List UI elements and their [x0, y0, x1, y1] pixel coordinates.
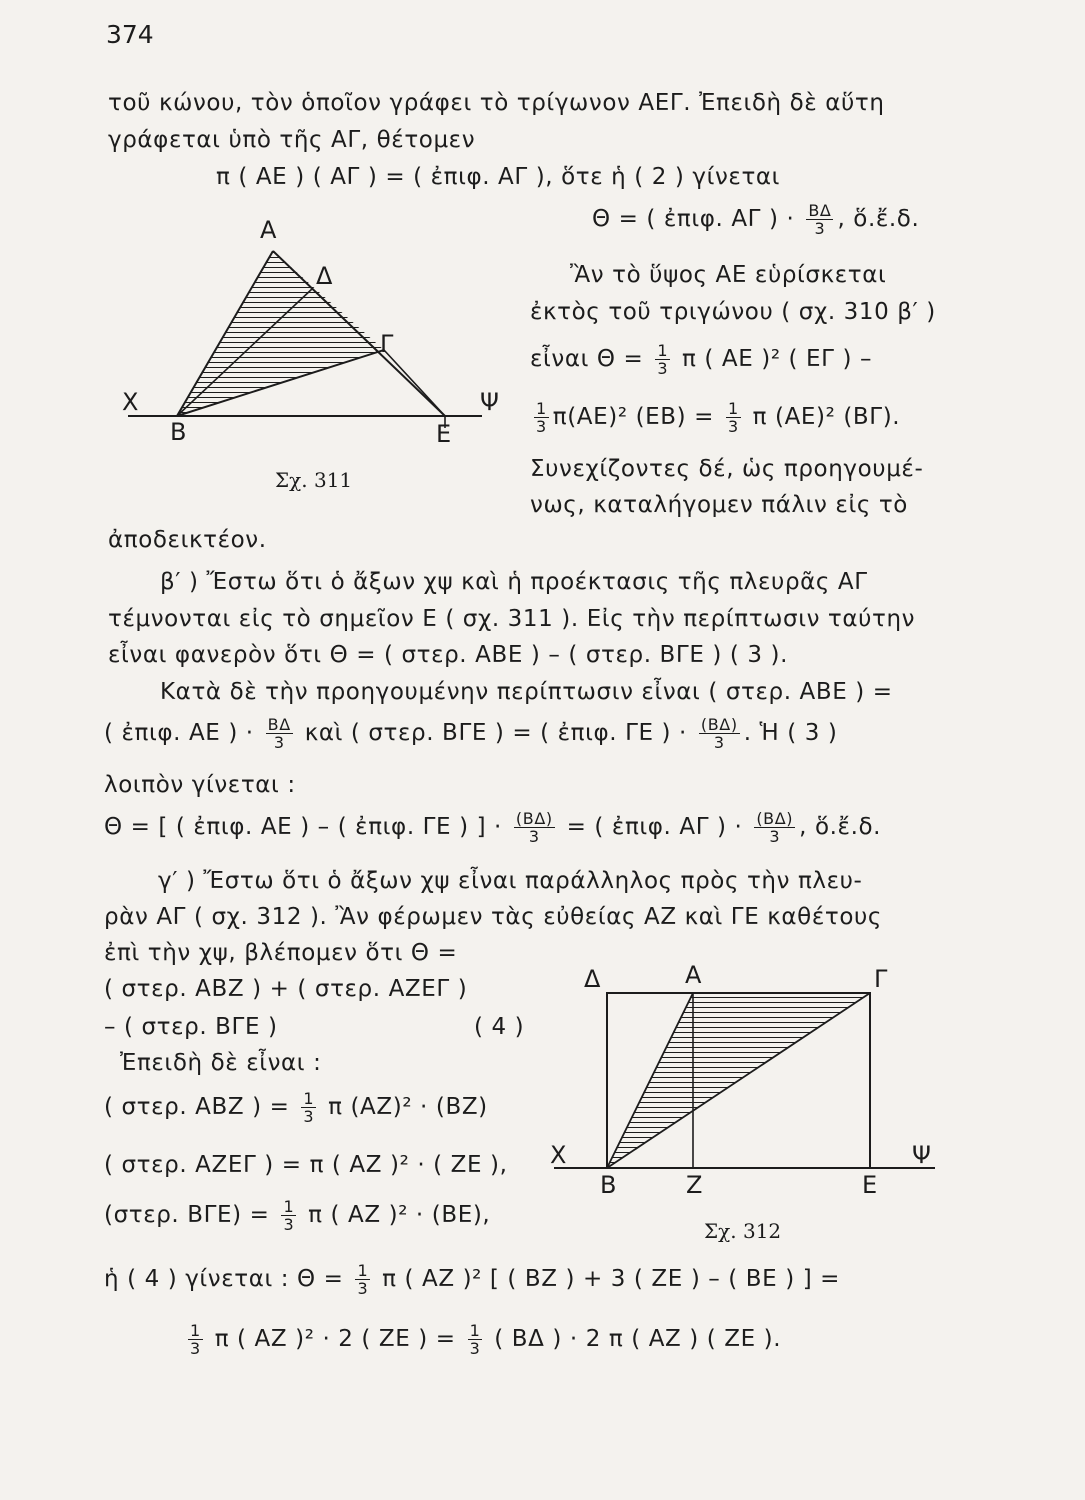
fraction-numerator: 1 [657, 341, 669, 360]
fraction-numerator: (ΒΔ) [756, 809, 794, 828]
formula-line [104, 810, 881, 845]
formula-line [530, 342, 872, 377]
text-line: ( στερ. ΑΖΕΓ ) = π ( ΑΖ )² · ( ΖΕ ), [104, 1152, 508, 1178]
text-line: ( στερ. ΑΒΖ ) + ( στερ. ΑΖΕΓ ) [104, 976, 468, 1002]
fraction-numerator: (ΒΔ) [700, 715, 738, 734]
fraction [754, 810, 795, 845]
text-line: ρὰν ΑΓ ( σχ. 312 ). Ἂν φέρωμεν τὰς εὐθείας ΑΖ καὶ ΓΕ καθέτους [104, 904, 883, 930]
formula-text: ἡ ( 4 ) γίνεται : Θ = [104, 1266, 344, 1292]
formula-line [184, 1322, 781, 1357]
segment-ge [384, 350, 445, 416]
text-line: Ἂν τὸ ὕψος ΑΕ εὑρίσκεται [570, 262, 887, 288]
formula-text: ( ΒΔ ) · 2 π ( ΑΖ ) ( ΖΕ ). [494, 1326, 782, 1352]
formula-text: ( στερ. ΑΒΖ ) = [104, 1094, 290, 1120]
figure-312-drawing [540, 965, 950, 1195]
formula-text: ( ἐπιφ. ΑΕ ) · [104, 720, 254, 746]
fraction-numerator: ΒΔ [267, 715, 291, 734]
fraction-numerator: 1 [536, 399, 547, 418]
fraction-denominator: 3 [303, 1107, 315, 1126]
text-line: Συνεχίζοντες δέ, ὡς προηγουμέ- [530, 456, 924, 482]
text-line: π ( ΑΕ ) ( ΑΓ ) = ( ἐπιφ. ΑΓ ), ὅτε ἡ ( 2 ) γίνεται [216, 164, 781, 190]
formula-text: Θ = ( ἐπιφ. ΑΓ ) · [592, 206, 795, 232]
fraction [806, 202, 833, 237]
label-g: Γ [380, 330, 394, 358]
formula-line [104, 1262, 840, 1297]
text-line: λοιπὸν γίνεται : [104, 772, 296, 798]
formula-text: π (ΑΖ)² · (ΒΖ) [328, 1094, 488, 1120]
fraction [699, 716, 740, 751]
formula-text: π(ΑΕ)² (ΕΒ) = [552, 404, 715, 430]
formula-line [104, 1090, 488, 1125]
fraction-numerator: (ΒΔ) [515, 809, 553, 828]
formula-text: π ( ΑΖ )² · (ΒΕ), [308, 1202, 491, 1228]
formula-line [530, 400, 900, 435]
figure-311 [110, 210, 520, 500]
text-line: τοῦ κώνου, τὸν ὁποῖον γράφει τὸ τρίγωνον ΑΕΓ. Ἐπειδὴ δὲ αὕτη [108, 90, 885, 116]
label-z: Ζ [686, 1171, 703, 1199]
text-line: γ′ ) Ἔστω ὅτι ὁ ἄξων χψ εἶναι παράλληλος πρὸς τὴν πλευ- [158, 868, 863, 894]
formula-line [104, 716, 837, 751]
fraction-denominator: 3 [806, 219, 833, 237]
fraction-denominator: 3 [657, 359, 669, 378]
fraction [655, 342, 670, 377]
fraction [726, 400, 741, 435]
figure-caption: Σχ. 312 [704, 1219, 782, 1243]
figure-312 [540, 961, 950, 1245]
text-line: νως, καταλήγομεν πάλιν εἰς τὸ [530, 492, 908, 518]
formula-text: . Ἡ ( 3 ) [743, 720, 838, 746]
formula-text: π (ΑΕ)² (ΒΓ). [752, 404, 901, 430]
label-e: Ε [436, 420, 452, 448]
fraction [514, 810, 555, 845]
label-e: Ε [862, 1171, 878, 1199]
fraction [468, 1322, 483, 1357]
fraction-denominator: 3 [190, 1339, 201, 1358]
text-line: Ἐπειδὴ δὲ εἶναι : [120, 1050, 322, 1076]
fraction-denominator: 3 [283, 1215, 295, 1234]
text-line: ἐκτὸς τοῦ τριγώνου ( σχ. 310 β′ ) [530, 299, 936, 325]
page-number: 374 [106, 20, 154, 49]
fraction-denominator: 3 [754, 827, 795, 845]
text-line: γράφεται ὑπὸ τῆς ΑΓ, θέτομεν [108, 127, 476, 153]
fraction-numerator: 1 [190, 1321, 201, 1340]
shaded-triangle [177, 251, 384, 416]
fraction-denominator: 3 [266, 733, 293, 751]
fraction [355, 1262, 370, 1297]
text-line: – ( στερ. ΒΓΕ ) [104, 1014, 278, 1040]
fraction-numerator: 1 [469, 1321, 481, 1340]
formula-text: καὶ ( στερ. ΒΓΕ ) = ( ἐπιφ. ΓΕ ) · [304, 720, 687, 746]
label-psi: Ψ [912, 1141, 931, 1169]
formula-text: π ( ΑΖ )² [ ( ΒΖ ) + 3 ( ΖΕ ) – ( ΒΕ ) ] = [382, 1266, 841, 1292]
text-line: ἐπὶ τὴν χψ, βλέπομεν ὅτι Θ = [104, 940, 458, 966]
formula-text: , ὅ.ἔ.δ. [799, 814, 882, 840]
label-d: Δ [584, 965, 601, 993]
fraction [534, 400, 549, 435]
text-line: εἶναι φανερὸν ὅτι Θ = ( στερ. ΑΒΕ ) – ( στερ. ΒΓΕ ) ( 3 ). [108, 642, 788, 668]
text-line: Κατὰ δὲ τὴν προηγουμένην περίπτωσιν εἶναι ( στερ. ΑΒΕ ) = [160, 679, 893, 705]
fraction-denominator: 3 [469, 1339, 481, 1358]
label-a: Α [260, 216, 277, 244]
label-x: Χ [550, 1141, 567, 1169]
fraction-numerator: 1 [283, 1197, 295, 1216]
fraction [188, 1322, 203, 1357]
formula-line [592, 202, 919, 237]
fraction-numerator: 1 [303, 1089, 315, 1108]
fraction [281, 1198, 296, 1233]
text-line: β′ ) Ἔστω ὅτι ὁ ἄξων χψ καὶ ἡ προέκτασις τῆς πλευρᾶς ΑΓ [160, 569, 868, 595]
label-b: Β [170, 418, 187, 446]
fraction-denominator: 3 [536, 417, 547, 436]
equation-number: ( 4 ) [474, 1014, 525, 1040]
fraction-denominator: 3 [357, 1279, 369, 1298]
formula-text: π ( ΑΕ )² ( ΕΓ ) – [682, 346, 873, 372]
fraction-denominator: 3 [699, 733, 740, 751]
fraction-numerator: ΒΔ [808, 201, 832, 220]
formula-text: εἶναι Θ = [530, 346, 644, 372]
label-d: Δ [316, 262, 333, 290]
text-line: ἀποδεικτέον. [108, 527, 267, 553]
formula-text: , ὅ.ἔ.δ. [837, 206, 920, 232]
text-line: τέμνονται εἰς τὸ σημεῖον Ε ( σχ. 311 ). Εἰς τὴν περίπτωσιν ταύτην [108, 606, 916, 632]
fraction-denominator: 3 [514, 827, 555, 845]
fraction [266, 716, 293, 751]
fraction-denominator: 3 [727, 417, 739, 436]
formula-line [104, 1198, 490, 1233]
label-psi: Ψ [480, 388, 499, 416]
label-g: Γ [874, 965, 888, 993]
label-b: Β [600, 1171, 617, 1199]
fraction-numerator: 1 [357, 1261, 369, 1280]
figure-caption: Σχ. 311 [275, 468, 353, 492]
label-x: Χ [122, 388, 139, 416]
fraction-numerator: 1 [727, 399, 739, 418]
formula-text: π ( ΑΖ )² · 2 ( ΖΕ ) = [214, 1326, 456, 1352]
fraction [301, 1090, 316, 1125]
formula-text: (στερ. ΒΓΕ) = [104, 1202, 270, 1228]
formula-text: Θ = [ ( ἐπιφ. ΑΕ ) – ( ἐπιφ. ΓΕ ) ] · [104, 814, 502, 840]
formula-text: = ( ἐπιφ. ΑΓ ) · [566, 814, 743, 840]
label-a: Α [685, 961, 702, 989]
